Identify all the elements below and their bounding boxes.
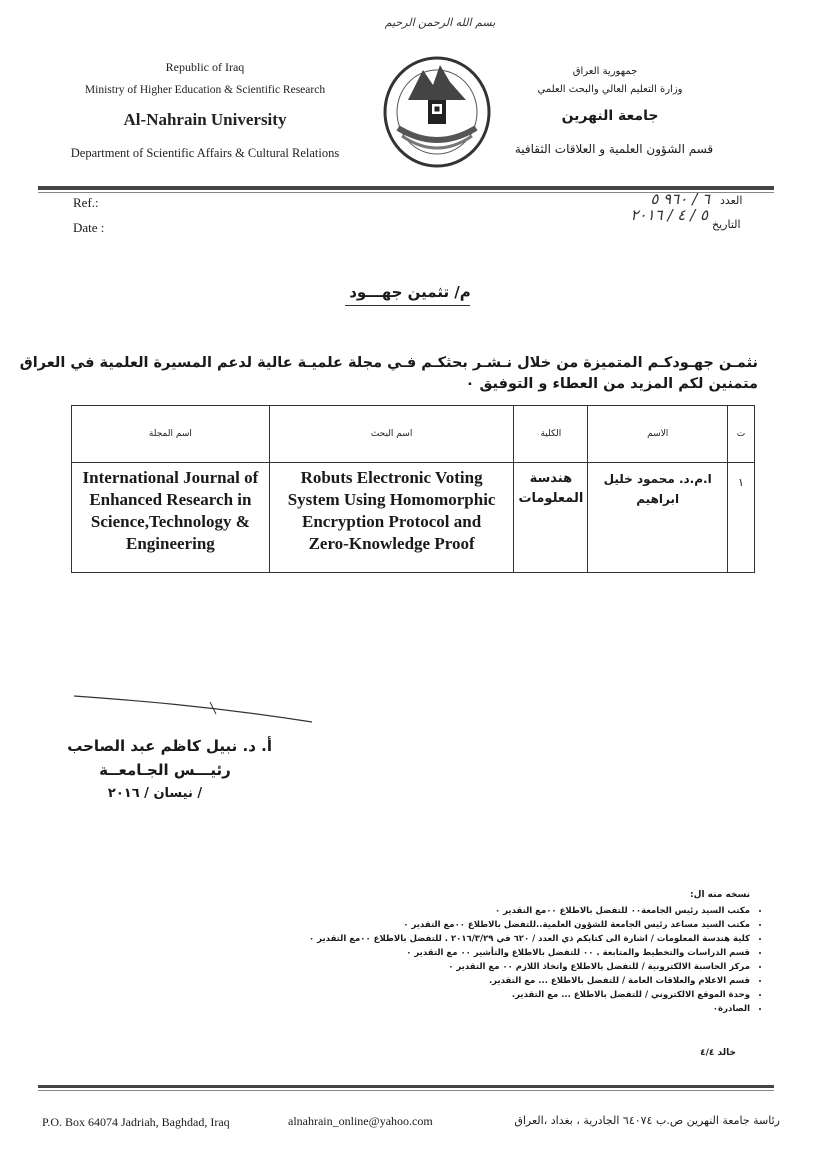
signature-date: / نيسان / ٢٠١٦ (107, 786, 203, 801)
col-journal: اسم المجلة (72, 406, 270, 463)
list-item: • مركز الحاسبة الالكترونية / للتفضل بالاطلاع واتخاذ اللازم ٠٠ مع التقدير ٠ (270, 962, 750, 972)
signatory-name: أ. د. نبيل كاظم عبد الصاحب (67, 737, 272, 755)
list-item: • مكتب السيد رئيس الجامعة٠٠ للتفضل بالاطلاع ٠٠مع التقدير ٠ (270, 906, 750, 916)
ar-ref-label: العدد (720, 194, 743, 207)
footer-address-ar: رئاسة جامعة النهرين ص.ب ٦٤٠٧٤ الجادرية ، بغداد ،العراق (514, 1114, 780, 1127)
subject-underline (345, 305, 470, 306)
ar-ministry: وزارة التعليم العالي والبحث العلمي (537, 84, 683, 95)
research-cell: Robuts Electronic Voting System Using Homomorphic Encryption Protocol and Zero-Knowledge Proof (269, 463, 514, 573)
table-row (72, 463, 755, 573)
name-cell: ا.م.د. محمود خليل ابراهيم (588, 463, 728, 573)
list-item: • قسم الدراسات والتخطيط والمتابعة . ٠٠ للتفضل بالاطلاع والتأشير ٠٠ مع التقدير ٠ (270, 948, 750, 958)
col-research: اسم البحث (269, 406, 514, 463)
ar-department: قسم الشؤون العلمية و العلاقات الثقافية (514, 142, 714, 156)
ar-ref-value: ٦ / ٩٦٠ ٥ (650, 190, 710, 208)
awards-table (71, 405, 755, 573)
list-item: • مكتب السيد مساعد رئيس الجامعة للشؤون العلمية..للتفضل بالاطلاع ٠٠مع التقدير ٠ (270, 920, 750, 930)
body-line-2: متمنين لكم المزيد من العطاء و التوفيق ٠ (465, 376, 758, 392)
ar-country: جمهورية العراق (572, 66, 638, 77)
table-header-row (72, 406, 755, 463)
cc-initials: خالد ٤/٤ (700, 1048, 736, 1058)
list-item: • كلية هندسة المعلومات / اشارة الى كتابكم ذي العدد / ٦٢٠ في ٢٠١٦/٣/٢٩ . للتفضل بالاطلاع ٠٠مع التقدير ٠ (270, 934, 750, 944)
ar-university: جامعة النهرين (561, 108, 659, 124)
university-logo (378, 40, 496, 170)
en-ministry: Ministry of Higher Education & Scientific Research (84, 84, 326, 96)
list-item: • قسم الاعلام والعلاقات العامة / للتفضل بالاطلاع ... مع التقدير. (270, 976, 750, 986)
college-cell: هندسة المعلومات (514, 463, 588, 573)
en-department: Department of Scientific Affairs & Cultural Relations (70, 146, 340, 160)
footer-divider-thin (38, 1090, 774, 1091)
cc-list (270, 906, 764, 1018)
col-college: الكلية (514, 406, 588, 463)
list-item: • وحدة الموقع الالكتروني / للتفضل بالاطلاع ... مع التقدير. (270, 990, 750, 1000)
signatory-title: رئيـــس الجـامعــة (99, 761, 231, 779)
cc-title: نسخه منه ال: (690, 890, 750, 900)
list-item: • الصادرة٠ (270, 1004, 750, 1014)
col-number: ت (728, 406, 755, 463)
en-university: Al-Nahrain University (123, 110, 287, 129)
number-cell: ١ (728, 463, 755, 573)
en-country: Republic of Iraq (165, 60, 245, 74)
footer-address-en: P.O. Box 64074 Jadriah, Baghdad, Iraq (42, 1115, 230, 1129)
ar-date-value: ٥ / ٤ / ٢٠١٦ (630, 206, 708, 224)
ref-label: Ref.: (73, 195, 99, 210)
body-line-1: نثمـن جهـودكـم المتميزة من خلال نـشـر بحثكـم فـي مجلة علميـة عالية لدعم المسيرة العلمية في العراق (19, 355, 758, 371)
journal-cell: International Journal of Enhanced Research in Science,Technology & Engineering (72, 463, 270, 573)
col-name: الاسم (588, 406, 728, 463)
subject: م/ تثمين جهـــود (349, 283, 471, 301)
ar-date-label: التاريخ (712, 218, 741, 231)
footer-email: alnahrain_online@yahoo.com (288, 1114, 433, 1128)
signature-stroke (70, 688, 320, 728)
basmala: بسم الله الرحمن الرحيم (384, 16, 496, 29)
footer-divider (38, 1085, 774, 1088)
date-label: Date : (73, 220, 105, 235)
